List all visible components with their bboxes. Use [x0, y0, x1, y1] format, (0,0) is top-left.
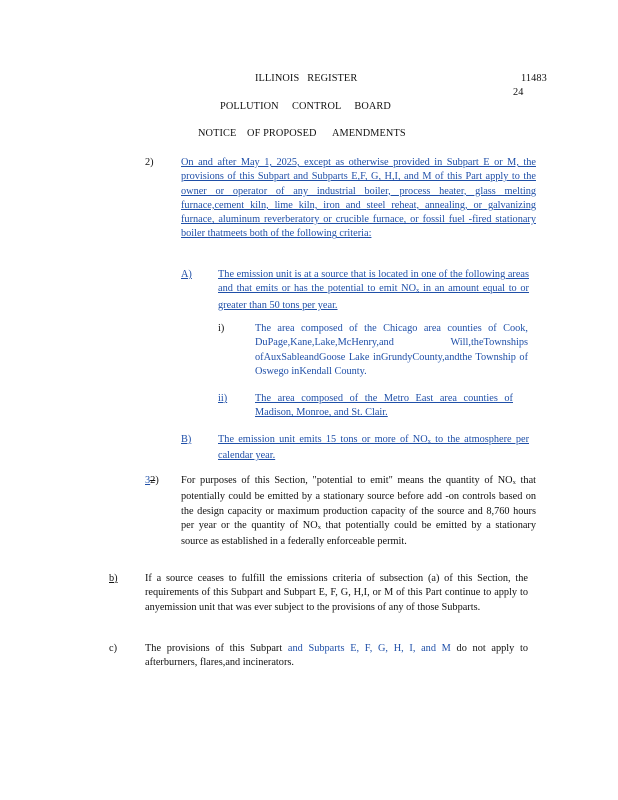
item-b-lower-body: If a source ceases to fulfill the emissions criteria of subsection (a) of this Section, the requirements of this Subpart and Subpart E, F, G, H,I, or M of this Part continue to apply to anyemission unit that was ever subject to the provisions of any of those Subparts.: [145, 573, 528, 613]
item-3-subscript-2: x: [317, 523, 321, 531]
item-3-subscript-1: x: [512, 479, 516, 486]
item-3-body-1: For purposes of this Section, "potential to emit" means the quantity of NO: [181, 475, 513, 486]
item-i-label: i): [218, 323, 225, 334]
item-a-body-end: in an amount equal to or greater than 50 tons per year.: [218, 283, 529, 311]
item-3-body-3: that potentially could be emitted by a stationary source as established in a federally enforceable permit.: [181, 519, 536, 548]
item-2-body: On and after May 1, 2025, except as otherwise provided in Subpart E or M, the provisions of this Subpart and Subparts E,F, G, H,I, and M of this Part apply to the owner or operator of any industrial boiler, process heater, glass melting furnace,cement kiln, lime kiln, iron and steel reheat, annealing, or galvanizing furnace, aluminum reverberatory or crucible furnace, or fossil fuel -fired stationary boiler thatmeets both of the following criteria:: [181, 157, 536, 240]
item-a-body-start: The emission unit is at a source that is located in one of the following areas and that emits or has the potential to emit NO: [218, 269, 529, 295]
item-ii-body: The area composed of the Metro East area counties of Madison, Monroe, and St. Clair.: [255, 393, 513, 419]
item-a-label: A): [181, 269, 192, 280]
item-b-upper-label: B): [181, 434, 192, 445]
item-b-upper-body-end: to the atmosphere per calendar year.: [218, 434, 529, 462]
item-ii-text: [255, 392, 513, 421]
item-2-text: [181, 156, 536, 242]
item-3-label-struck: 2: [150, 475, 156, 486]
item-c-body-start: The provisions of this Subpart: [145, 643, 288, 654]
item-3-body-2: that potentially could be emitted by a stationary source before add -on controls based on the design capacity or maximum production capacity of the source and 8,760 hours per year or the quantity of NO: [181, 475, 536, 531]
item-i-text: [255, 322, 528, 379]
item-a-text: [218, 268, 529, 313]
item-3-label-suffix: ): [155, 475, 159, 486]
item-b-upper-subscript: x: [427, 438, 431, 445]
item-b-lower-label: b): [109, 573, 118, 584]
item-c-inserted-text: and Subparts E, F, G, H, I, and M: [287, 643, 451, 654]
item-2-label: 2): [145, 157, 154, 168]
item-3-label-inserted: 3: [145, 475, 151, 486]
item-a-subscript: x: [416, 287, 420, 295]
item-b-upper-body-start: The emission unit emits 15 tons or more of NO: [218, 434, 428, 445]
item-b-upper-text: [218, 433, 529, 464]
item-3-text: [181, 474, 536, 549]
item-ii-label: ii): [218, 393, 228, 404]
register-title: ILLINOIS REGISTER: [255, 73, 358, 84]
issue-number: 24: [513, 87, 524, 98]
item-c-body-end: do not apply to afterburners, flares,and incinerators.: [145, 643, 528, 669]
agency-title: POLLUTION CONTROL BOARD: [220, 101, 391, 112]
page-number: 11483: [521, 73, 547, 84]
item-b-lower-text: [145, 572, 528, 615]
item-c-text: [145, 642, 528, 671]
item-i-body: The area composed of the Chicago area counties of Cook, DuPage,Kane,Lake,McHenry,and Will,theTownships ofAuxSableandGoose Lake inGrundyCounty,andthe Township of Oswego inKendall County.: [255, 323, 528, 377]
notice-title: NOTICE OF PROPOSED AMENDMENTS: [198, 128, 406, 139]
item-c-label: c): [109, 643, 117, 654]
item-3-label: [145, 474, 159, 488]
